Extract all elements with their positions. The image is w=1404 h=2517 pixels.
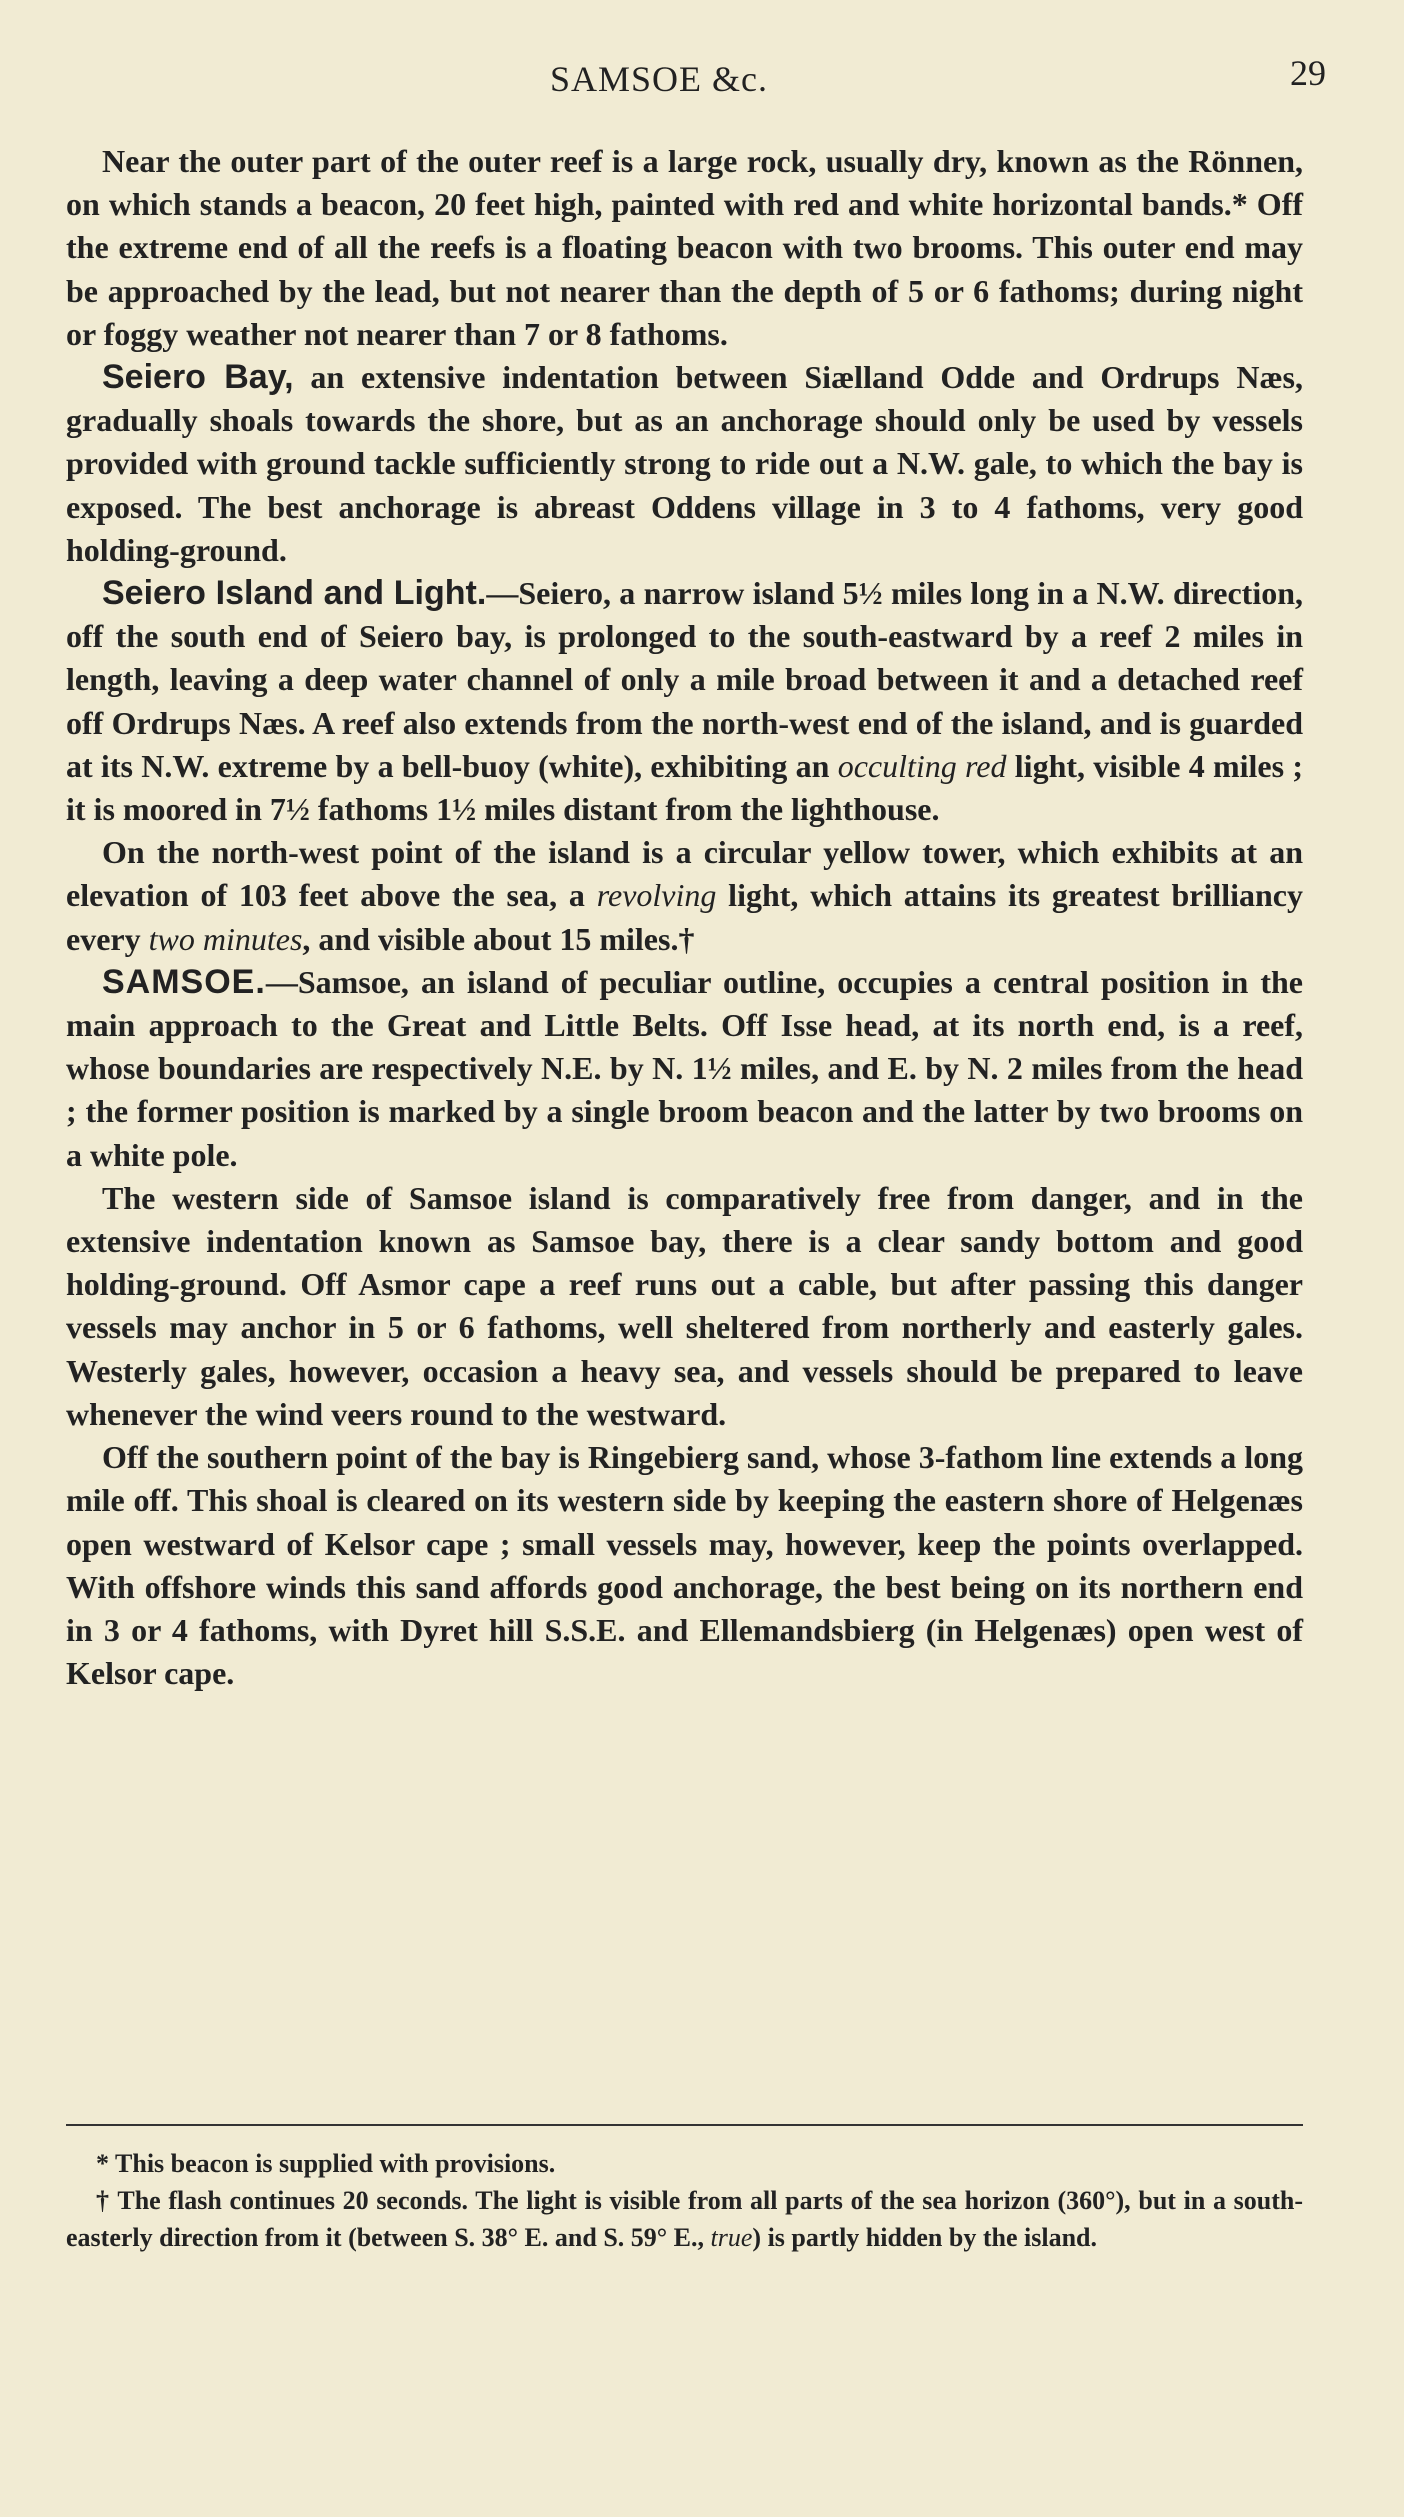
paragraph-lighthouse [66,831,1303,961]
paragraph-text: —Samsoe, an island of peculiar outline, occupies a central position in the main approach to the Great and Little Belts. Off Isse head, at its north end, is a reef, whose boundaries are respectively N.E. by N. 1½ miles, and E. by N. 2 miles from the head ; the former position is marked by a single broom beacon and the latter by two brooms on a white pole. [66,963,1303,1173]
section-heading-samsoe: SAMSOE. [102,962,266,1001]
paragraph-ringebierg [66,1436,1303,1695]
footnotes [66,2145,1303,2256]
paragraph-text: light, which attains its greatest brilliancy every [66,877,1304,957]
footnote-divider [66,2124,1303,2126]
paragraph-samsoe-west [66,1177,1303,1436]
footnote-text: ) is partly hidden by the island. [752,2223,1097,2252]
footnote-text: * This beacon is supplied with provisions. [96,2149,556,2178]
paragraph-text: Off the southern point of the bay is Ringebierg sand, whose 3-fathom line extends a long mile off. This shoal is cleared on its western side by keeping the eastern shore of Helgenæs open westward of Kelsor cape ; small vessels may, however, keep the points overlapped. With offshore winds this sand affords good anchorage, the best being on its northern end in 3 or 4 fathoms, with Dyret hill S.S.E. and Ellemandsbierg (in Helgenæs) open west of Kelsor cape. [66,1439,1303,1692]
paragraph-seiero-island [66,572,1303,831]
paragraph-text: Near the outer part of the outer reef is a large rock, usually dry, known as the Rönnen, on which stands a beacon, 20 feet high, painted with red and white horizontal bands.* Off the extreme end of all the reefs is a floating beacon with two brooms. This outer end may be approached by the lead, but not nearer than the depth of 5 or 6 fathoms; during night or foggy weather not nearer than 7 or 8 fathoms. [66,143,1303,352]
paragraph-samsoe [66,961,1303,1177]
paragraph-text: —Seiero, a narrow island 5½ miles long in a N.W. direction, off the south end of Seiero bay, is prolonged to the south-eastward by a reef 2 miles in length, leaving a deep water channel of only a mile broad between it and a detached reef off Ordrups Næs. A reef also extends from the north-west end of the island, and is guarded at its N.W. extreme by a bell-buoy (white), exhibiting an [66,575,1304,784]
paragraph-text: an extensive indentation between Siælland Odde and Ordrups Næs, gradually shoals towards the shore, but as an anchorage should only be used by vessels provided with ground tackle sufficiently strong to ride out a N.W. gale, to which the bay is exposed. The best anchorage is abreast Oddens village in 3 to 4 fathoms, very good holding-ground. [66,359,1304,568]
emphasis-text: true [710,2223,753,2252]
section-heading-seiero-bay: Seiero Bay, [102,358,294,397]
footnote-1 [66,2145,1303,2182]
paragraph-seiero-bay [66,356,1303,572]
paragraph-text: light, visible 4 miles ; it is moored in 7½ fathoms 1½ miles distant from the lighthouse. [66,747,1304,828]
running-title: SAMSOE &c. [550,59,769,99]
paragraph-text: On the north-west point of the island is a circular yellow tower, which exhibits at an elevation of 103 feet above the sea, a [66,834,1303,914]
body-text [66,140,1303,1695]
paragraph-ronnen [66,140,1303,356]
footnote-text: † The flash continues 20 seconds. The light is visible from all parts of the sea horizon (360°), but in a south-easterly direction from it (between S. 38° E. and S. 59° E., [66,2186,1303,2252]
footnote-2 [66,2182,1303,2256]
section-heading-seiero-island: Seiero Island and Light. [102,574,487,613]
emphasis-text: occulting red [837,747,1007,784]
page-header [0,53,1404,118]
emphasis-text: two minutes [148,920,303,957]
emphasis-text: revolving [596,877,717,914]
paragraph-text: The western side of Samsoe island is comparatively free from danger, and in the extensive indentation known as Samsoe bay, there is a clear sandy bottom and good holding-ground. Off Asmor cape a reef runs out a cable, but after passing this danger vessels may anchor in 5 or 6 fathoms, well sheltered from northerly and easterly gales. Westerly gales, however, occasion a heavy sea, and vessels should be prepared to leave whenever the wind veers round to the westward. [66,1179,1303,1432]
page-number: 29 [1290,53,1326,93]
paragraph-text: , and visible about 15 miles.† [302,920,695,957]
